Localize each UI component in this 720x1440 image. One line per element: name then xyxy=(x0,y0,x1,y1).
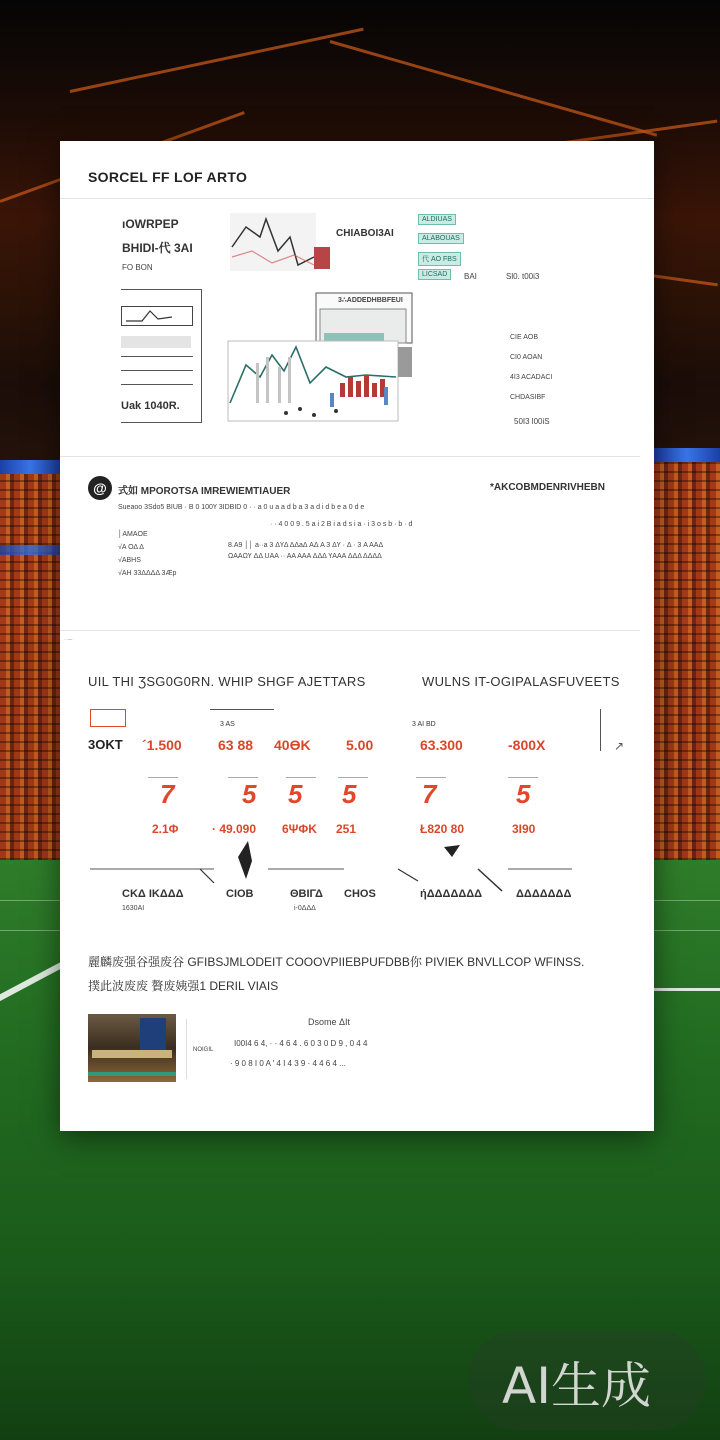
stats-row-label: 3OKT xyxy=(88,737,123,752)
column-label: ΔΔΔΔΔΔΔ xyxy=(516,888,572,900)
column-sublabel: i-0ΔΔΔ xyxy=(294,905,316,912)
stat-value: 40ӨK xyxy=(274,737,311,753)
legend-item: CI0 AOAN xyxy=(510,354,543,361)
chart-panel-header: 3∴ADDEDHBBFEUI xyxy=(338,297,403,304)
section-heading-right: *AKCOBMDENRIVHEBN xyxy=(490,482,606,493)
bottom-heading: 麗麟废强谷强废谷 GFIBSJMLODEIT COOOVPIIEBPUFDBB你 PIVIEK BNVLLCOP WFINSS. xyxy=(88,955,585,969)
column-label: CΙΟΒ xyxy=(226,888,254,900)
stat-digit: 5 xyxy=(242,779,257,809)
green-tag: ALDIUAS xyxy=(418,214,456,225)
composite-chart-graphic xyxy=(226,207,426,427)
stat-value-secondary: 6ΨΦK xyxy=(282,822,317,836)
divider xyxy=(60,456,640,457)
card-title: Dsome ΔΙt xyxy=(308,1017,351,1027)
bottom-subheading: 撲此波废废 贅废姨强1 DERIL VIAIS xyxy=(88,979,279,993)
figure-caption: FO BON xyxy=(122,263,153,272)
section-list-item: √ABΗS xyxy=(118,557,141,564)
legend-item: CHDASIBF xyxy=(510,394,546,401)
mini-line-icon xyxy=(122,307,192,325)
stat-digit: 7 xyxy=(160,779,175,809)
green-tag: ALABOUAS xyxy=(418,233,464,244)
led-board xyxy=(0,460,60,474)
section-heading-left: 式如 MPOROTSA IMREWIEMTIAUER xyxy=(118,486,291,497)
stat-value: -800X xyxy=(508,737,546,753)
figure-title-1: ıOWRPEP xyxy=(122,217,179,231)
stat-value-secondary: 2.1Φ xyxy=(152,822,179,836)
column-label: ΘΒΙΓΔ xyxy=(290,888,323,900)
pitch-line xyxy=(654,988,720,991)
section-text-line: · · 4 0 0 9 . 5 a i 2 B i a d s i a · i 3 o s b · b · d xyxy=(270,521,413,528)
column-label: ήΔΔΔΔΔΔΔ xyxy=(420,888,483,900)
legend-item: CIE AOB xyxy=(510,334,539,341)
mini-table-value: Uak 1040R. xyxy=(121,400,180,412)
divider xyxy=(60,198,654,199)
stats-connector-graphic xyxy=(88,835,588,895)
stat-digit: 7 xyxy=(422,779,437,809)
stats-box xyxy=(90,709,126,727)
stats-heading-left: UIL THI ƷSG0G0RN. WHIP SHGF AJETTARS xyxy=(88,674,366,689)
stat-value-secondary: 3I90 xyxy=(512,822,536,836)
watermark-text: AI生成 xyxy=(502,1357,651,1415)
stats-heading-right: WULNS IT-OGIPALASFUVEETS xyxy=(422,674,620,689)
stat-value: 63 88 xyxy=(218,737,254,753)
section-text-line: 8.A9 ││ a··a 3 ΔҮΔ ΔΔaΔ AΔ A 3 ΔҮ · Δ · 3 A AAΔ xyxy=(228,542,384,549)
stat-digit: 5 xyxy=(342,779,357,809)
stat-value-secondary: · 49.090 xyxy=(212,822,257,836)
section-list-item: √ΑΗ 33ΔΔΔΔ 3Ӕр xyxy=(118,570,177,577)
green-tag: 代 AO FBS xyxy=(418,252,461,266)
tag-text: BAI xyxy=(464,272,477,281)
stat-value: 5.00 xyxy=(346,737,374,753)
section-logo-icon: @ xyxy=(88,476,112,500)
stat-value: ´1.500 xyxy=(142,737,182,753)
led-board xyxy=(654,448,720,462)
thumb-label: NOIGIL xyxy=(193,1047,214,1053)
section-list-item: │AMAOE xyxy=(118,531,148,538)
thumbnail-image xyxy=(88,1014,176,1082)
column-label: CKΔ ΙΚΔΔΔ xyxy=(122,888,184,900)
section-text-line: Sueaoo 3Sdo5 BIUB · B 0 100Ү 3IDBID 0 · · a 0 u a a d b a 3 a d i d b e a 0 d e xyxy=(118,504,365,511)
stat-value-secondary: 251 xyxy=(336,822,357,836)
section-list-item: √Α ΟΔ Δ xyxy=(118,544,144,551)
card-text-line: I00I4 6 4, · · 4 6 4 . 6 0 3 0 D 9 , 0 4 4 xyxy=(234,1039,368,1048)
document-title: SORCEL FF LOF ARTO xyxy=(88,169,248,185)
divider xyxy=(60,630,640,631)
led-board xyxy=(0,545,60,555)
column-label: CHOS xyxy=(344,888,376,900)
left-mini-table xyxy=(121,289,202,423)
card-text-line: · 9 0 8 I 0 A ′ 4 I 4 3 9 · 4 4 6 4 ... xyxy=(230,1059,346,1068)
right-footer: 50I3 l00iS xyxy=(514,417,550,426)
stat-digit: 5 xyxy=(516,779,531,809)
right-code: Sl0. t00i3 xyxy=(506,272,540,281)
stat-value: 63.300 xyxy=(420,737,463,753)
legend-item: 4I3 ACADACI xyxy=(510,374,553,381)
green-tag: LICSAD xyxy=(418,269,451,280)
figure-title-2: BHIDI-代 3AI xyxy=(122,241,193,255)
stats-small-label: 3 AI BD xyxy=(412,721,436,728)
section-text-line: ΩAAΩҮ ΔΔ UAA ·· AA AAA ΔΔΔ ҮAAA ΔΔΔ ΔΔΔΔ xyxy=(228,553,382,560)
stat-digit: 5 xyxy=(288,779,303,809)
column-sublabel: 1630AI xyxy=(122,905,145,912)
divider-mark: ··─ xyxy=(64,637,73,643)
cursor-icon: ↗ xyxy=(614,739,625,753)
stat-value-secondary: Ł820 80 xyxy=(420,822,465,836)
document-panel xyxy=(60,141,654,1131)
stats-small-label: 3 AS xyxy=(220,721,235,728)
chart-center-label: CHIABOI3AI xyxy=(336,228,394,239)
